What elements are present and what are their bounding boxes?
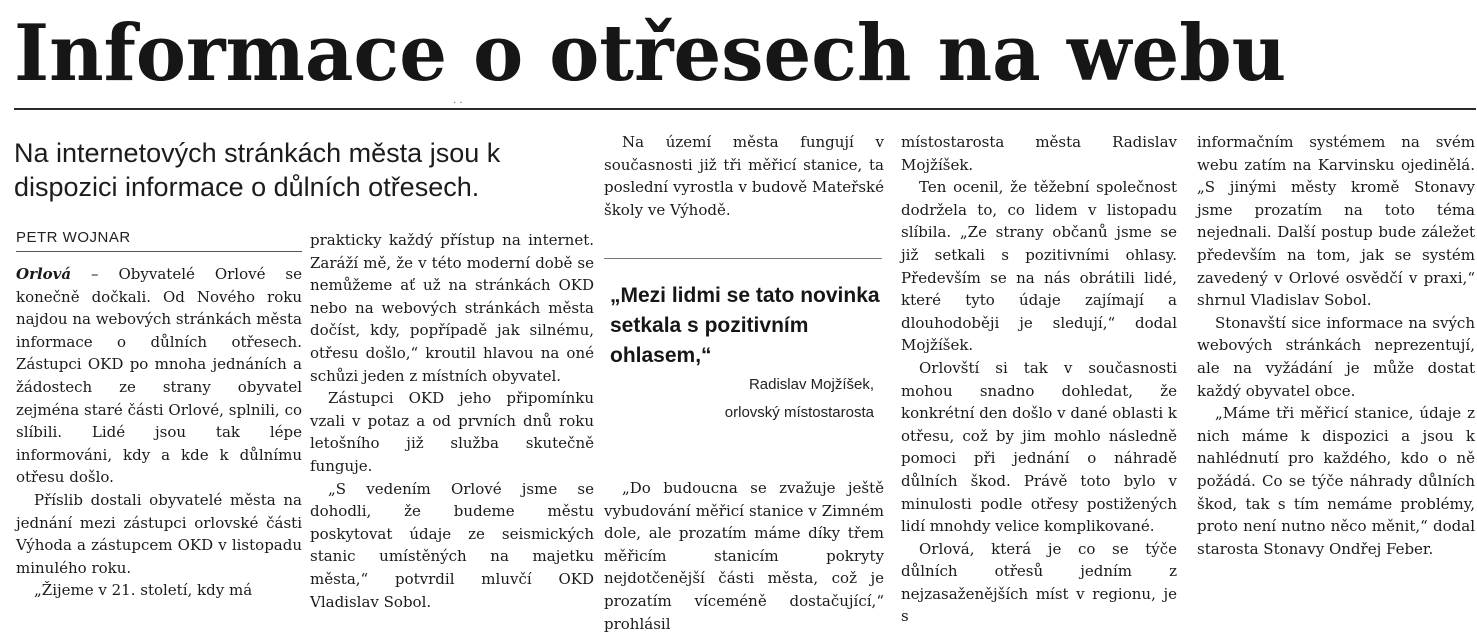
paragraph: Ten ocenil, že těžební společnost dodržela to, co lidem v listopadu slíbila. „Ze strany občanů jsme se již setkali s pozitivními ohlasy. Především se na nás obrátili lidé, které tyto údaje zajímají a dlouhodoběji je sledují,“ dodal Mojžíšek. <box>901 178 1177 355</box>
paragraph: „Do budoucna se zvažuje ještě vybudování měřicí stanice v Zimném dole, ale prozatím máme díky třem měřicím stanicím pokryty nejdotčenější části města, což je prozatím víceméně dostačující,“ prohlásil <box>604 479 884 633</box>
pull-quote-author: Radislav Mojžíšek, <box>748 376 874 393</box>
pull-quote <box>604 258 882 459</box>
article-column-2 <box>310 229 594 613</box>
byline: PETR WOJNAR <box>16 228 302 252</box>
headline-rule <box>14 108 1476 110</box>
dateline-place: Orlová <box>16 265 72 283</box>
paragraph: „Žijeme v 21. století, kdy má <box>34 581 253 600</box>
article-column-5 <box>1197 131 1475 560</box>
article-column-3 <box>604 131 884 221</box>
article-column-4 <box>901 131 1177 628</box>
paragraph: „S vedením Orlové jsme se dohodli, že budeme městu poskytovat údaje ze seismických stanic umístěných na majetku města,“ potvrdil mluvčí OKD Vladislav Sobol. <box>310 479 594 611</box>
paragraph: Orlovští si tak v současnosti mohou snadno dohledat, že konkrétní den došlo v dané oblasti k otřesu, což by jim mohlo následně pomoci při jednání o náhradě důlních škod. Právě toto bylo v minulosti podle otřesy postižených lidí mnohdy velice komplikované. <box>901 358 1177 536</box>
subtitle: Na internetových stránkách města jsou k dispozici informace o důlních otřesech. <box>14 138 501 202</box>
headline: Informace o otřesech na webu <box>14 8 1287 99</box>
pull-quote-role: orlovský místostarosta <box>724 404 874 421</box>
paragraph-text: – Obyvatelé Orlové se konečně dočkali. Od Nového roku najdou na webových stránkách města informace o důlních otřesech. Zástupci OKD po mnoha jednáních a žádostech ze strany obyvatel zejména staré části Orlové, splnili, co slíbili. Lidé jsou tak lépe informováni, kdy a kde k důlnímu otřesu došlo. <box>16 265 302 487</box>
pull-quote-attribution <box>725 371 874 427</box>
article-column-1 <box>16 263 302 602</box>
paragraph: „Máme tři měřicí stanice, údaje z nich máme k dispozici a jsou k nahlédnutí pro každého, kdo o ně požádá. Co se týče náhrady důlních škod, tak s tím nemáme problémy, proto není nutno něco měnit,“ dodal starosta Stonavy Ondřej Feber. <box>1197 404 1475 558</box>
paragraph: Příslib dostali obyvatelé města na jednání mezi zástupci orlovské části Výhoda a zástupcem OKD v listopadu minulého roku. <box>16 490 302 577</box>
article-column-3-continued <box>604 477 884 635</box>
paragraph <box>16 263 302 489</box>
paragraph: prakticky každý přístup na internet. Zaráží mě, že v této moderní době se nemůžeme ať už na stránkách OKD nebo na webových stránkách města dočíst, kdy, popřípadě jak silnému, otřesu došlo,“ kroutil hlavou na oné schůzi jeden z místních obyvatel. <box>310 231 594 385</box>
pull-quote-text: „Mezi lidmi se tato novinka setkala s pozitivním ohlasem,“ <box>610 284 880 367</box>
paragraph: Zástupci OKD jeho připomínku vzali v potaz a od prvních dnů roku letošního již služba skutečně funguje. <box>310 389 594 475</box>
paragraph: Orlová, která je co se týče důlních otřesů jedním z nejzasaženějších míst v regionu, je s <box>901 539 1177 626</box>
paragraph: informačním systémem na svém webu zatím na Karvinsku ojedinělá. „S jinými městy kromě Stonavy jsme prozatím na toto téma nejednali. Další postup bude záležet především na tom, jak se systém zavedený v Orlové osvědčí v praxi,“ shrnul Vladislav Sobol. <box>1197 133 1475 310</box>
paragraph: Stonavští sice informace na svých webových stránkách neprezentují, ale na vyžádání je může dostat každý obyvatel obce. <box>1197 313 1475 400</box>
print-artifact-dots-icon: · · <box>453 98 463 109</box>
paragraph: Na území města fungují v současnosti již tři měřicí stanice, ta poslední vyrostla v budově Mateřské školy ve Výhodě. <box>604 133 884 219</box>
paragraph: místostarosta města Radislav Mojžíšek. <box>901 133 1177 174</box>
